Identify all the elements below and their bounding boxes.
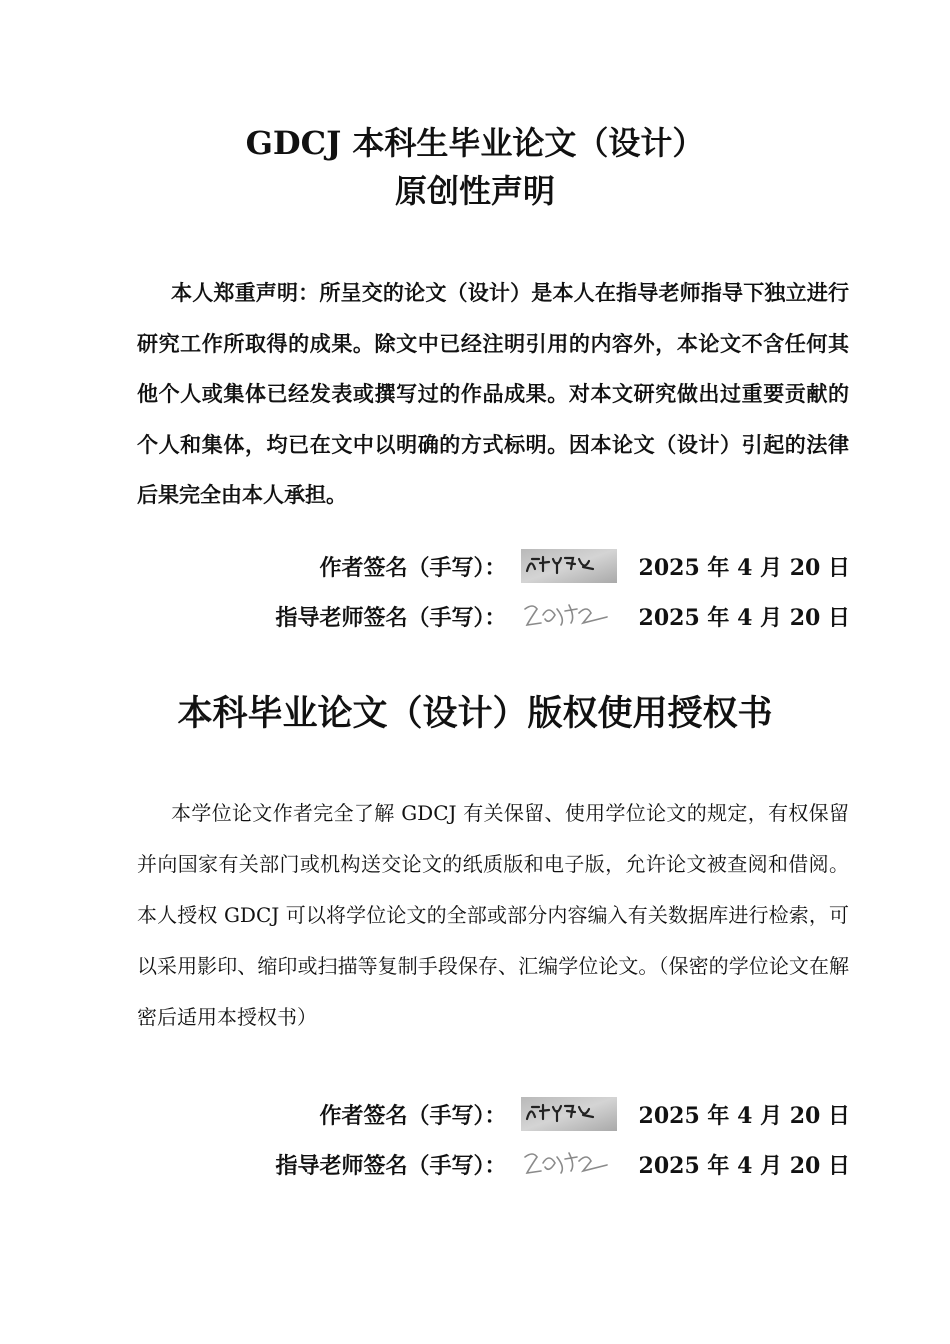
authorization-title: 本科毕业论文（设计）版权使用授权书 (177, 693, 773, 734)
author-signature-image (521, 1097, 617, 1131)
advisor-signature-label: 指导老师签名（手写）： (275, 1152, 507, 1179)
declaration-advisor-signature-row (276, 596, 850, 636)
author-signature-date: 2025 年 4 月 20 日 (638, 554, 850, 581)
advisor-signature-image (521, 1147, 617, 1181)
declaration-title: GDCJ 本科生毕业论文（设计） (245, 124, 705, 162)
author-signature-image (521, 549, 617, 583)
declaration-body: 本人郑重声明：所呈交的论文（设计）是本人在指导老师指导下独立进行研究工作所取得的成果。除文中已经注明引用的内容外，本论文不含任何其他个人或集体已经发表或撰写过的作品成果。对本文研究做出过重要贡献的个人和集体，均已在文中以明确的方式标明。因本论文（设计）引起的法律后果完全由本人承担。 (137, 280, 849, 507)
declaration-author-signature-row (320, 546, 850, 586)
advisor-signature-label: 指导老师签名（手写）： (275, 604, 507, 631)
author-signature-label: 作者签名（手写）： (319, 554, 507, 581)
author-signature-label: 作者签名（手写）： (319, 1102, 507, 1129)
declaration-subtitle: 原创性声明 (394, 172, 555, 210)
advisor-signature-image (521, 599, 617, 633)
advisor-signature-date: 2025 年 4 月 20 日 (638, 604, 850, 631)
authorization-advisor-signature-row (276, 1144, 850, 1184)
authorization-author-signature-row (320, 1094, 850, 1134)
advisor-signature-date: 2025 年 4 月 20 日 (638, 1152, 850, 1179)
authorization-body: 本学位论文作者完全了解 GDCJ 有关保留、使用学位论文的规定，有权保留并向国家有关部门或机构送交论文的纸质版和电子版，允许论文被查阅和借阅。本人授权 GDCJ 可以将学位论文的全部或部分内容编入有关数据库进行检索，可以采用影印、缩印或扫描等复制手段保存、汇编学位论文。（保密的学位论文在解密后适用本授权书） (137, 801, 849, 1029)
author-signature-date: 2025 年 4 月 20 日 (638, 1102, 850, 1129)
